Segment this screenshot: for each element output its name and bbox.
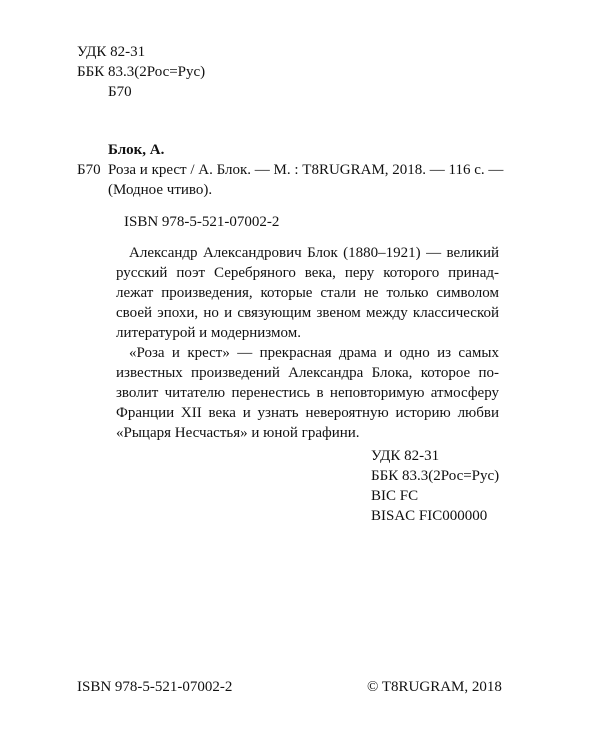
- udk-code: УДК 82-31: [77, 44, 146, 60]
- annotation-line: «Роза и крест» — прекрасная драма и одно из самых: [129, 345, 499, 361]
- annotation-line: Александр Александрович Блок (1880–1921) — великий: [129, 245, 499, 261]
- card-author: Блок, А.: [108, 142, 165, 158]
- annotation-line: «Рыцаря Несчастья» и юной графини.: [116, 425, 360, 441]
- annotation-line: своей эпохи, но и связующим звеном между классической: [116, 305, 499, 321]
- card-author-mark: Б70: [77, 162, 101, 178]
- annotation-line: литературой и модернизмом.: [116, 325, 301, 341]
- bottom-udk-code: УДК 82-31: [371, 448, 440, 464]
- annotation-line: известных произведений Александра Блока, которое по-: [116, 365, 499, 381]
- card-isbn: ISBN 978-5-521-07002-2: [124, 214, 280, 230]
- bottom-classification: [371, 446, 499, 526]
- annotation-line: лежат произведения, которые стали не только символом: [116, 285, 499, 301]
- annotation: [116, 243, 499, 443]
- card-title-line1: Роза и крест / А. Блок. — М. : T8RUGRAM, 2018. — 116 с. —: [108, 162, 504, 178]
- footer-isbn: ISBN 978-5-521-07002-2: [77, 679, 233, 695]
- bisac-code: BISAC FIC000000: [371, 508, 488, 524]
- bottom-bbk-code: ББК 83.3(2Рос=Рус): [371, 468, 500, 484]
- catalog-card: [77, 140, 517, 232]
- card-title-line2: (Модное чтиво).: [108, 182, 213, 198]
- author-mark: Б70: [108, 84, 132, 100]
- annotation-paragraph-2: [116, 343, 499, 443]
- annotation-line: русский поэт Серебряного века, перу которого принад-: [116, 265, 499, 281]
- top-classification: [77, 42, 205, 102]
- bbk-code: ББК 83.3(2Рос=Рус): [77, 64, 206, 80]
- bic-code: BIC FC: [371, 488, 419, 504]
- annotation-line: Франции XII века и узнать невероятную историю любви: [116, 405, 499, 421]
- footer-copyright: © T8RUGRAM, 2018: [367, 679, 502, 695]
- annotation-paragraph-1: [116, 243, 499, 343]
- annotation-line: зволит читателю перенестись в неповторимую атмосферу: [116, 385, 499, 401]
